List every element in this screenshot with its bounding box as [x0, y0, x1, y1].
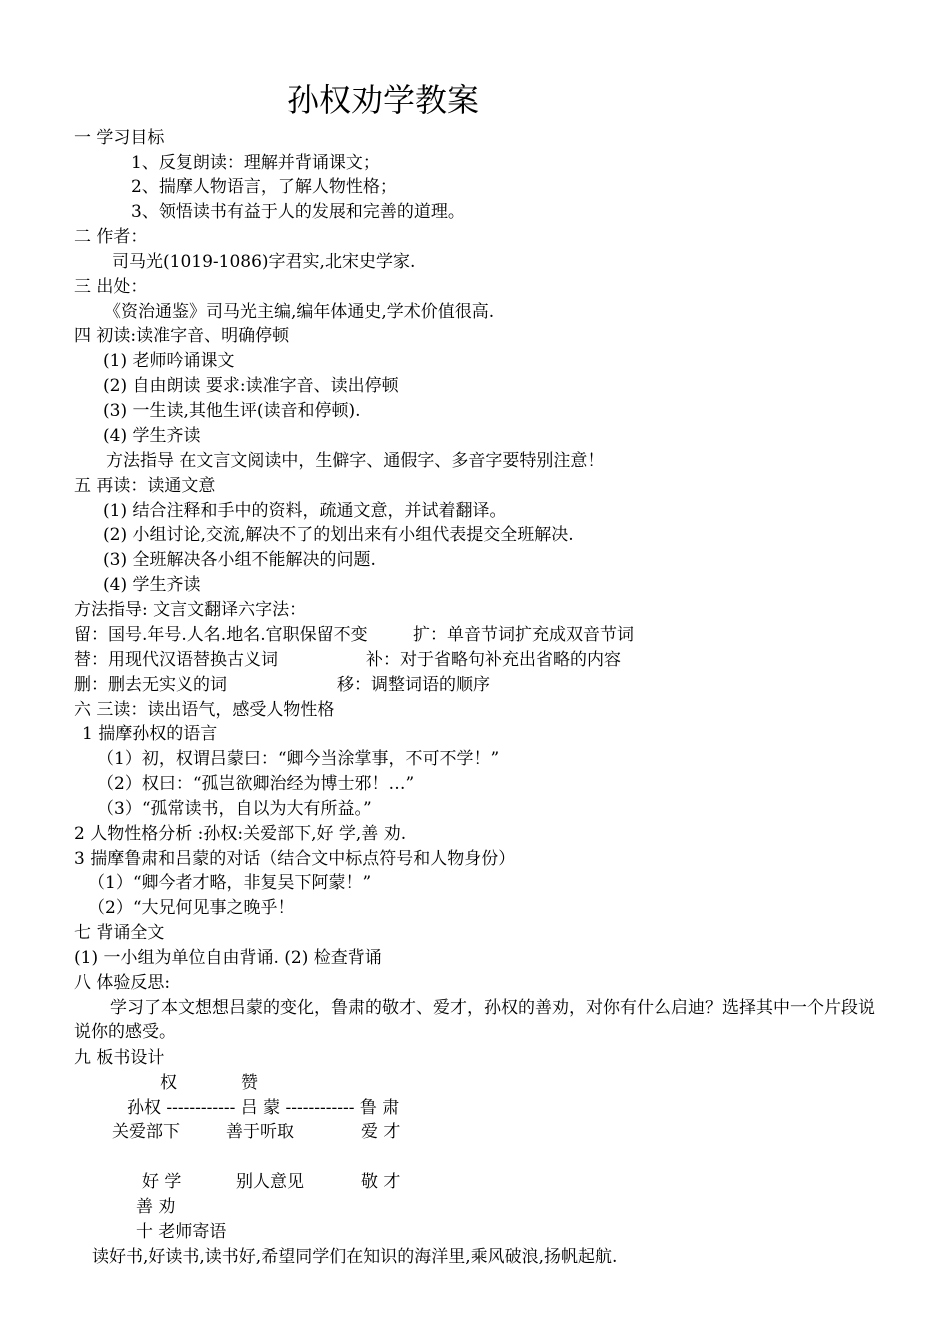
section-heading-9: 九 板书设计 [74, 1048, 165, 1068]
list-item: (3) 一生读,其他生评(读音和停顿). [103, 401, 361, 421]
rule-right: 扩：单音节词扩充成双音节词 [413, 625, 634, 645]
quote-item: （2）“大兄何见事之晚乎！ [88, 898, 295, 918]
section-heading-8: 八 体验反思: [74, 973, 171, 993]
goal-item: 3、领悟读书有益于人的发展和完善的道理。 [131, 202, 465, 222]
list-item: (4) 学生齐读 [103, 426, 201, 446]
list-item: (1) 结合注释和手中的资料，疏通文意，并试着翻译。 [103, 501, 507, 521]
board-cell: 好 学 [142, 1172, 182, 1192]
section-heading-5: 五 再读：读通文意 [74, 476, 216, 496]
rule-left: 留：国号.年号.人名.地名.官职保留不变 [74, 625, 368, 645]
source-text: 《资治通鉴》司马光主编,编年体通史,学术价值很高. [104, 302, 495, 322]
subheading: 3 揣摩鲁肃和吕蒙的对话（结合文中标点符号和人物身份） [74, 849, 516, 869]
list-item: (1) 老师吟诵课文 [103, 351, 235, 371]
section-heading-7: 七 背诵全文 [74, 923, 165, 943]
board-cell: 爱 才 [361, 1122, 401, 1142]
method-note: 方法指导: 文言文翻译六字法： [74, 600, 307, 620]
quote-item: （3）“孤常读书，自以为大有所益。” [97, 799, 372, 819]
rule-left: 删：删去无实义的词 [74, 675, 227, 695]
section-heading-3: 三 出处： [74, 277, 148, 297]
teacher-message: 读好书,好读书,读书好,希望同学们在知识的海洋里,乘风破浪,扬帆起航. [92, 1247, 618, 1267]
recite-line: (1) 一小组为单位自由背诵. (2) 检查背诵 [74, 948, 382, 968]
subheading: 1 揣摩孙权的语言 [82, 724, 218, 744]
list-item: (2) 小组讨论,交流,解决不了的划出来有小组代表提交全班解决. [103, 525, 574, 545]
list-item: (3) 全班解决各小组不能解决的问题. [103, 550, 376, 570]
subheading: 2 人物性格分析 :孙权:关爱部下,好 学,善 劝. [74, 824, 407, 844]
section-heading-6: 六 三读：读出语气，感受人物性格 [74, 700, 335, 720]
list-item: (4) 学生齐读 [103, 575, 201, 595]
section-heading-4: 四 初读:读准字音、明确停顿 [74, 326, 290, 346]
rule-right: 补：对于省略句补充出省略的内容 [366, 650, 621, 670]
board-label-zan: 赞 [241, 1073, 258, 1093]
quote-item: （1）“卿今者才略，非复吴下阿蒙！” [88, 873, 372, 893]
board-label-quan: 权 [160, 1073, 177, 1093]
list-item: (2) 自由朗读 要求:读准字音、读出停顿 [103, 376, 399, 396]
method-note: 方法指导 在文言文阅读中，生僻字、通假字、多音字要特别注意！ [106, 451, 605, 471]
quote-item: （2）权曰：“孤岂欲卿治经为博士邪！…” [97, 774, 415, 794]
author-text: 司马光(1019-1086)字君实,北宋史学家. [112, 252, 416, 272]
reflection-text: 学习了本文想想吕蒙的变化，鲁肃的敬才、爱才，孙权的善劝，对你有什么启迪？选择其中一个片段说说你的感受。 [74, 998, 875, 1042]
section-heading-10: 十 老师寄语 [136, 1222, 227, 1242]
quote-item: （1）初，权谓吕蒙曰：“卿今当涂掌事，不可不学！” [97, 749, 500, 769]
page-title: 孙权劝学教案 [287, 81, 480, 119]
section-heading-2: 二 作者： [74, 227, 148, 247]
rule-right: 移：调整词语的顺序 [337, 675, 490, 695]
board-cell: 关爱部下 [112, 1122, 180, 1142]
board-cell: 善于听取 [226, 1122, 294, 1142]
section-heading-1: 一 学习目标 [74, 128, 165, 148]
board-cell: 别人意见 [236, 1172, 304, 1192]
board-cell: 善 劝 [136, 1197, 176, 1217]
board-relation-row: 孙权 ------------ 吕 蒙 ------------ 鲁 肃 [127, 1098, 400, 1118]
rule-left: 替：用现代汉语替换古义词 [74, 650, 278, 670]
goal-item: 1、反复朗读：理解并背诵课文； [131, 153, 380, 173]
goal-item: 2、揣摩人物语言，了解人物性格； [131, 177, 397, 197]
board-cell: 敬 才 [361, 1172, 401, 1192]
